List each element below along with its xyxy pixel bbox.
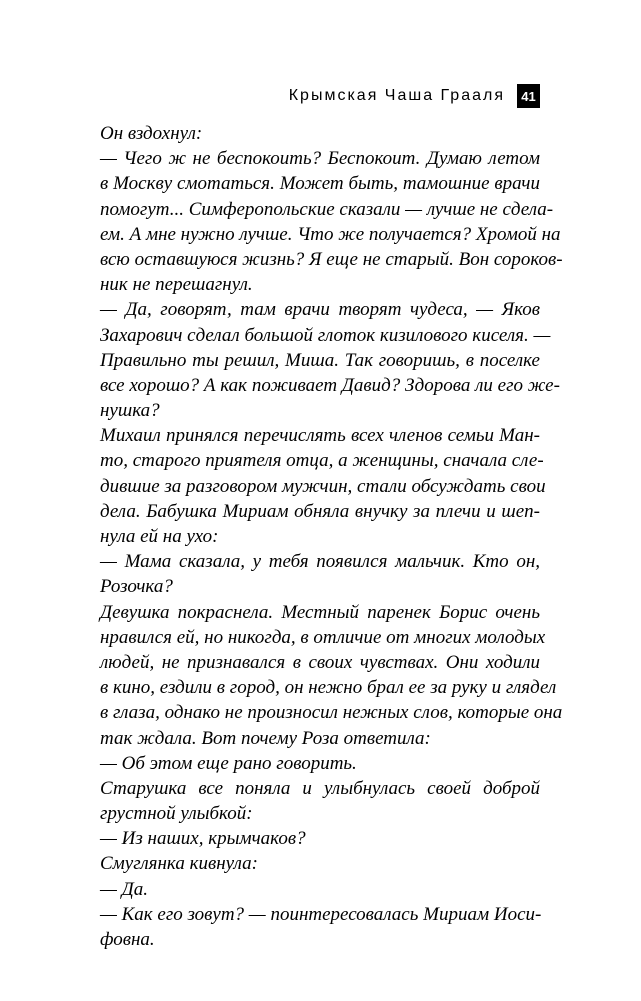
- text-line: Он вздохнул:: [100, 123, 203, 144]
- text-line: Правильно ты решил, Миша. Так говоришь, в поселке: [100, 349, 540, 371]
- text-line: — Чего ж не беспокоить? Беспокоит. Думаю летом: [100, 148, 540, 170]
- page-number: 41: [517, 84, 540, 108]
- text-line: так ждала. Вот почему Роза ответила:: [100, 727, 431, 749]
- text-line: фовна.: [100, 929, 155, 950]
- text-line: ник не перешагнул.: [100, 274, 253, 296]
- text-line: помогут... Симферопольские сказали — лучше не сдела-: [100, 198, 554, 220]
- body-text: [100, 121, 563, 952]
- text-line: нравился ей, но никогда, в отличие от многих молодых: [100, 626, 546, 648]
- text-line: дившие за разговором мужчин, стали обсуждать свои: [100, 475, 546, 497]
- text-line: — Мама сказала, у тебя появился мальчик. Кто он,: [100, 551, 540, 573]
- text-line: дела. Бабушка Мириам обняла внучку за плечи и шеп-: [100, 500, 540, 522]
- text-line: то, старого приятеля отца, а женщины, сначала сле-: [100, 450, 544, 472]
- text-line: в глаза, однако не произносил нежных слов, которые она: [100, 702, 563, 724]
- text-line: Девушка покраснела. Местный паренек Борис очень: [100, 601, 540, 623]
- text-line: Старушка все поняла и улыбнулась своей доброй: [100, 777, 540, 799]
- text-line: — Да.: [100, 878, 148, 900]
- running-title: Крымская Чаша Грааля: [288, 87, 505, 104]
- text-line: все хорошо? А как поживает Давид? Здорова ли его же-: [100, 374, 560, 396]
- text-line: — Как его зовут? — поинтересовалась Мириам Иоси-: [100, 903, 542, 925]
- text-line: грустной улыбкой:: [100, 803, 253, 825]
- text-line: в кино, ездили в город, он нежно брал ее за руку и глядел: [100, 677, 557, 699]
- text-line: нушка?: [100, 400, 160, 422]
- text-line: в Москву смотаться. Может быть, тамошние врачи: [100, 173, 540, 195]
- text-line: ем. А мне нужно лучше. Что же получается? Хромой на: [100, 223, 561, 245]
- text-line: — Из наших, крымчаков?: [100, 828, 306, 850]
- text-line: людей, не признавался в своих чувствах. Они ходили: [100, 651, 540, 673]
- text-line: Захарович сделал большой глоток кизилового киселя. —: [100, 324, 551, 346]
- text-line: — Об этом еще рано говорить.: [100, 752, 357, 774]
- text-line: Смуглянка кивнула:: [100, 853, 258, 875]
- text-line: — Да, говорят, там врачи творят чудеса, — Яков: [100, 299, 540, 321]
- text-line: Михаил принялся перечислять всех членов семьи Ман-: [100, 425, 540, 447]
- text-line: Розочка?: [100, 576, 173, 598]
- text-line: нула ей на ухо:: [100, 526, 219, 547]
- text-line: всю оставшуюся жизнь? Я еще не старый. Вон сороков-: [100, 248, 563, 270]
- running-head: [289, 84, 540, 108]
